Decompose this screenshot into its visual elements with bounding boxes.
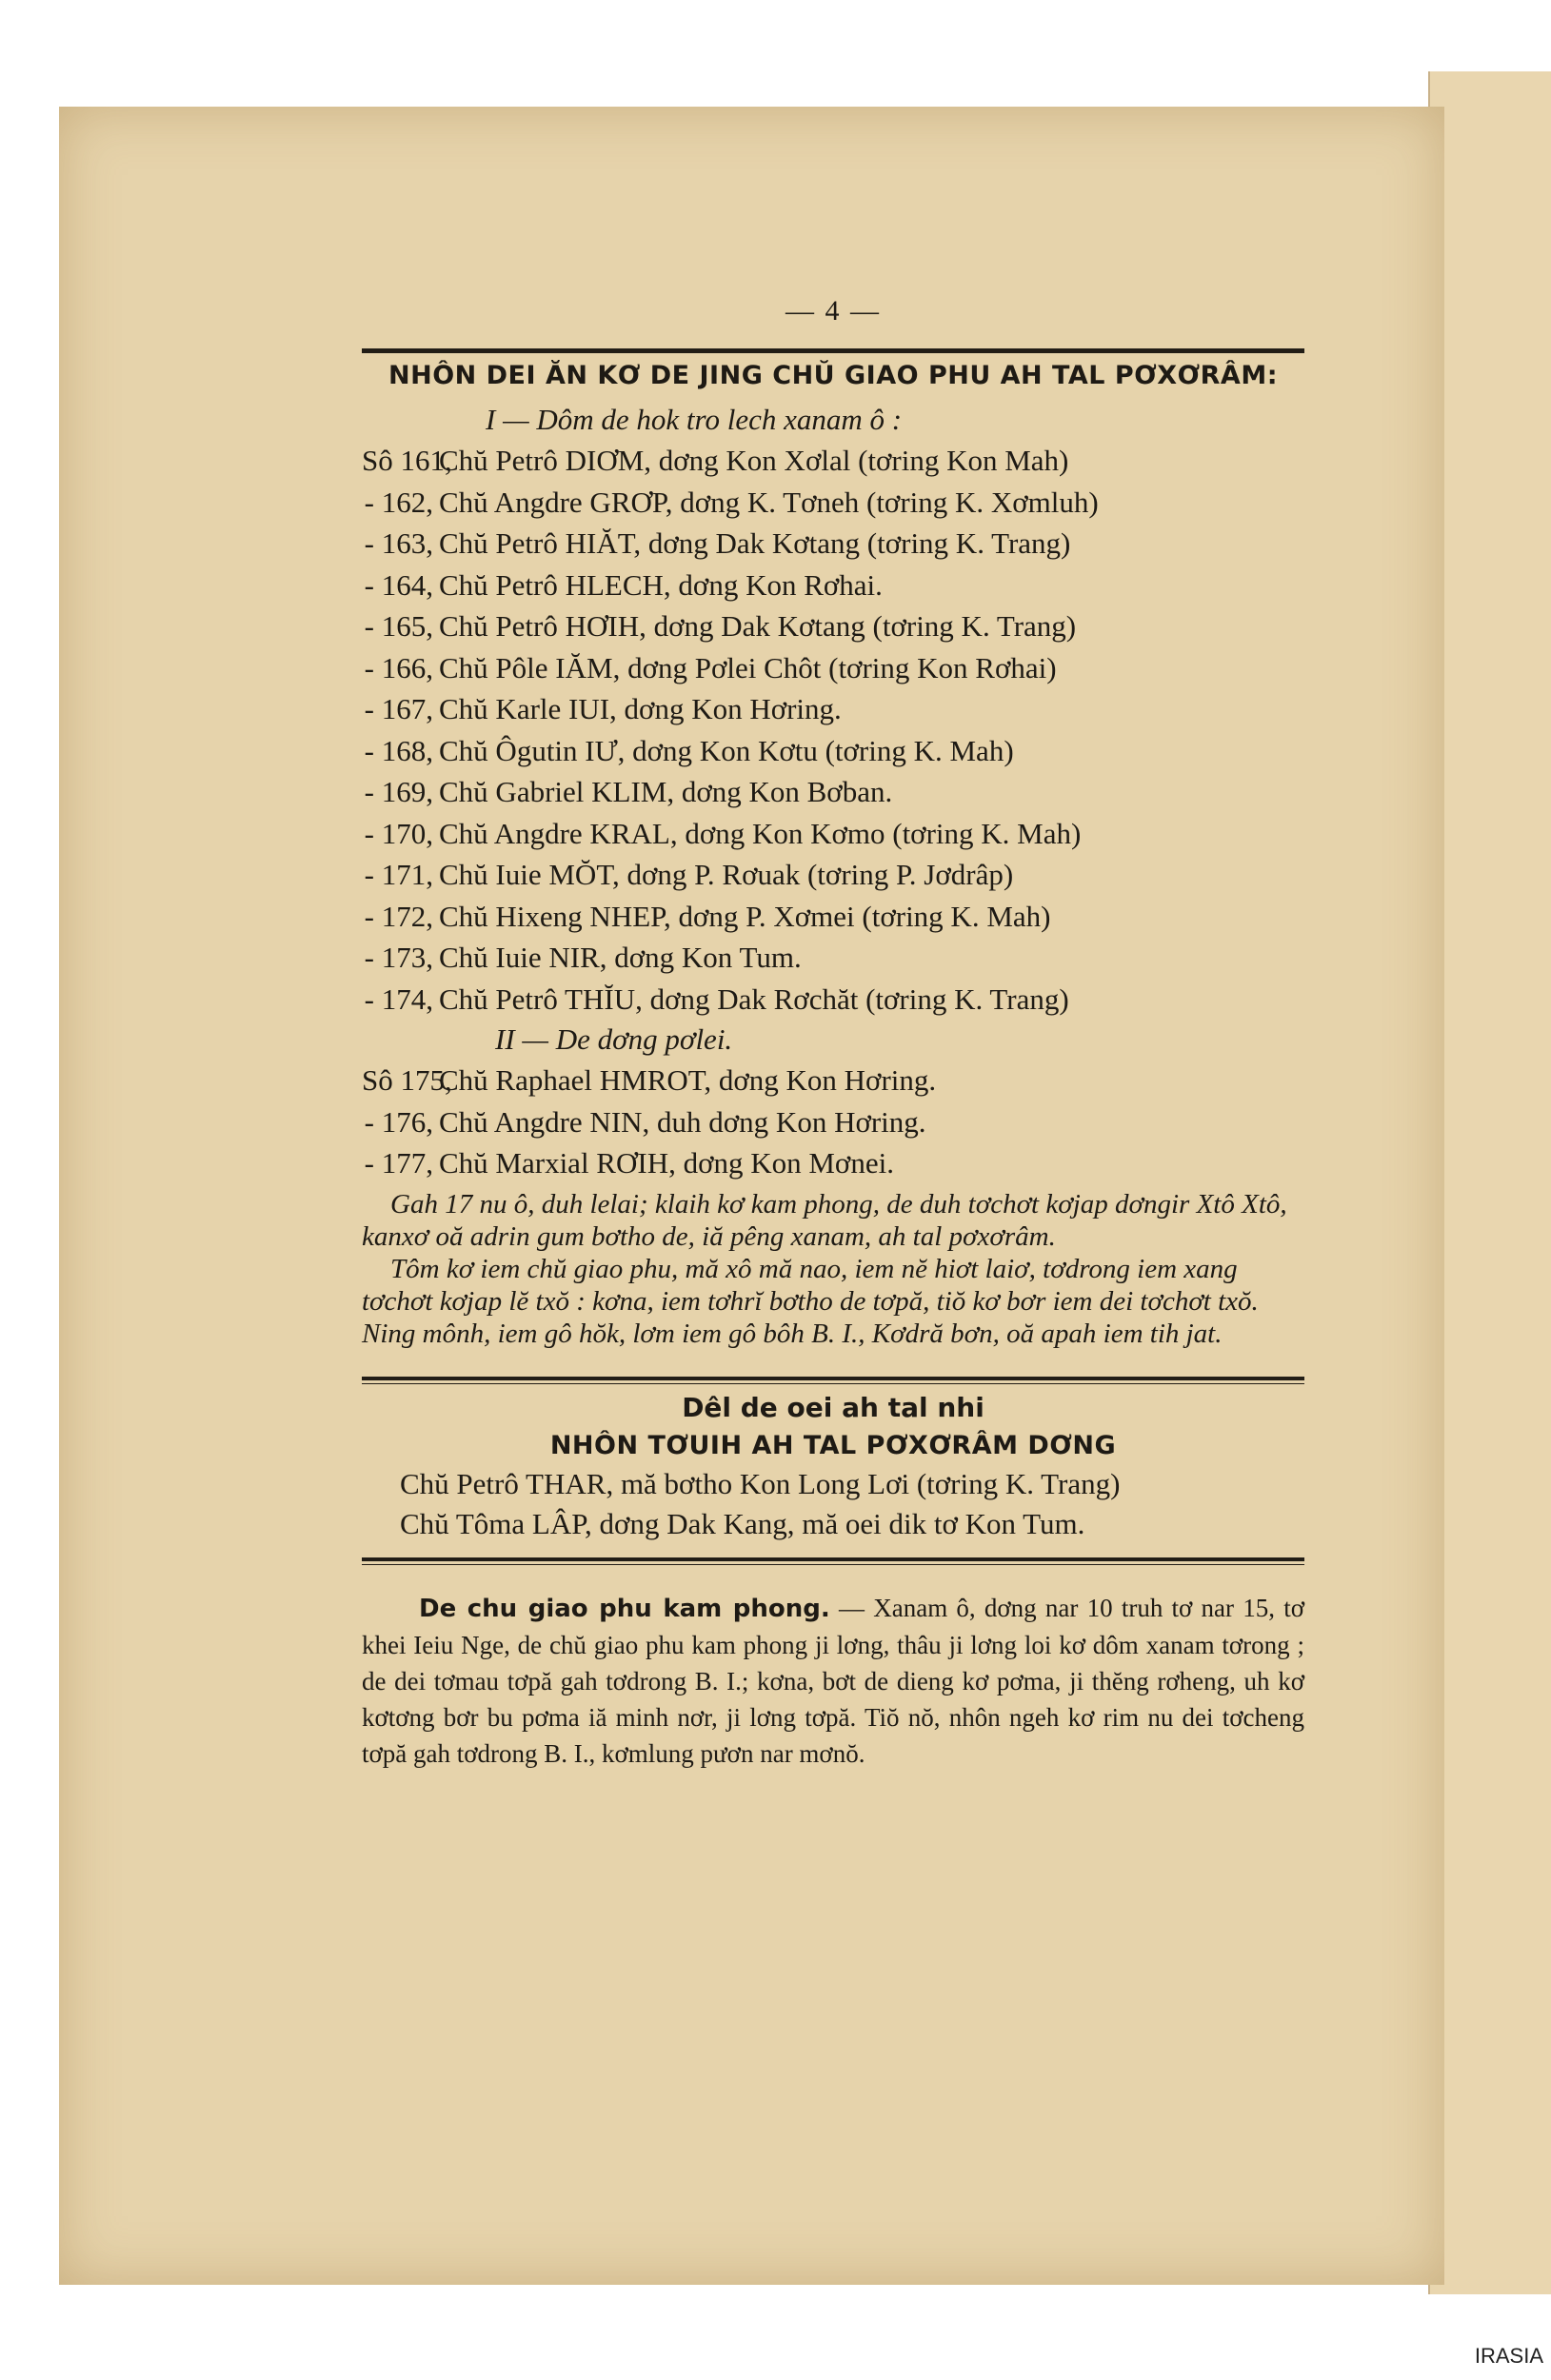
list-item-text: Chŭ Petrô HIĂT, dơng Dak Kơtang (tơring K. Trang) [439,526,1071,560]
watermark: IRASIA [1474,2344,1543,2368]
list-item-text: Chŭ Iuie NIR, dơng Kon Tum. [439,941,802,974]
list-item-text: Chŭ Karle IUI, dơng Kon Hơring. [439,692,842,725]
list-item [362,937,1304,979]
list-item-number: - 169, [364,775,433,808]
section1-list [362,440,1304,1020]
list-item-text: Chŭ Petrô HLECH, dơng Kon Rơhai. [439,567,883,602]
list-item [362,854,1304,896]
page-number: — 4 — [785,295,881,327]
heading-rule [362,348,1304,353]
list-item-text: Chŭ Marxial RƠIH, dơng Kon Mơnei. [439,1146,894,1180]
list-item-text: Chŭ Angdre NIN, duh dơng Kon Hơring. [439,1104,926,1139]
list-item [362,647,1304,689]
list-heading: NHÔN DEI ĂN KƠ DE JING CHŬ GIAO PHU AH TAL PƠXƠRÂM: [388,361,1278,390]
box-bottom-rule-thin [362,1564,1304,1565]
list-item [362,1101,1304,1143]
list-item-text: Chŭ Angdre KRAL, dơng Kon Kơmo (tơring K. Mah) [439,816,1082,850]
list-item-number: Sô 161, [362,444,452,477]
list-item-text: Chŭ Petrô THĬU, dơng Dak Rơchăt (tơring K. Trang) [439,982,1069,1016]
list-item-number: - 165, [364,609,433,643]
list-item-number: - 173, [364,941,433,974]
list-item-text: Chŭ Ôgutin IƯ, dơng Kon Kơtu (tơring K. Mah) [439,733,1014,767]
box-top-rule-thin [362,1383,1304,1384]
list-item-number: - 172, [364,899,433,933]
list-item-number: - 166, [364,650,433,684]
list-item [362,979,1304,1021]
list-item [362,730,1304,772]
list-item-text: Chŭ Hixeng NHEP, dơng P. Xơmei (tơring K. Mah) [439,899,1051,933]
box-line: Chŭ Tôma LÂP, dơng Dak Kang, mă oei dik tơ Kon Tum. [400,1506,1085,1540]
section2-list [362,1060,1304,1184]
paragraph-lead: De chu giao phu kam phong. [419,1594,830,1623]
list-item-text: Chŭ Pôle IĂM, dơng Pơlei Chôt (tơring Kon Rơhai) [439,650,1057,684]
paragraph-text: — Xanam ô, dơng nar 10 truh tơ nar 15, tơ khei Ieiu Nge, de chŭ giao phu kam phong ji lơng, thâu ji lơng loi kơ dôm xanam tơrong ; de dei tơmau tơpă gah tơdrong B. I.; kơna, bơt de dieng kơ pơma, ji thĕng rơheng, uh kơ kơtơng bơr bu pơma iă minh nơr, ji lơng tơpă. Tiŏ nŏ, nhôn ngeh kơ rim nu dei tơcheng tơpă gah tơdrong B. I., kơmlung pươn nar mơnŏ. [362,1593,1305,1768]
list-item-text: Chŭ Iuie MŎT, dơng P. Rơuak (tơring P. Jơdrâp) [439,858,1014,891]
list-item-number: - 170, [364,816,433,850]
note-paragraph-2: Tôm kơ iem chŭ giao phu, mă xô mă nao, iem nĕ hiơt laiơ, tơdrong iem xang tơchơt kơjap lĕ txŏ : kơna, iem tơhrĭ bơtho de tơpă, tiŏ kơ bơr iem dei tơchơt txŏ. Ning mônh, iem gô hŏk, lơm iem gô bôh B. I., Kơdră bơn, oă apah iem tih jat. [362,1253,1259,1349]
note-block [362,1188,1304,1350]
list-item [362,605,1304,647]
box-title: Dêl de oei ah tal nhi [682,1391,984,1423]
list-item-text: Chŭ Gabriel KLIM, dơng Kon Bơban. [439,775,893,808]
list-item-number: - 168, [364,733,433,767]
list-item-text: Chŭ Petrô DIƠM, dơng Kon Xơlal (tơring Kon Mah) [439,444,1069,477]
list-item-number: Sô 175, [362,1063,452,1097]
list-item [362,1142,1304,1184]
box-top-rule [362,1377,1304,1380]
list-item-number: - 164, [364,567,433,602]
section1-title: I — Dôm de hok tro lech xanam ô : [486,403,903,436]
announcement-paragraph [362,1590,1304,1772]
section2-title: II — De dơng pơlei. [495,1022,733,1056]
list-item-number: - 174, [364,982,433,1016]
list-item-text: Chŭ Raphael HMROT, dơng Kon Hơring. [439,1063,937,1097]
box-line: Chŭ Petrô THAR, mă bơtho Kon Long Lơi (tơring K. Trang) [400,1466,1121,1500]
list-item [362,565,1304,606]
list-item [362,688,1304,730]
list-item [362,1060,1304,1101]
list-item-number: - 177, [364,1146,433,1180]
list-item-number: - 163, [364,526,433,560]
notice-box [362,1377,1304,1565]
list-item-number: - 176, [364,1104,433,1139]
adjacent-page-edge [1428,71,1551,2294]
list-item-number: - 162, [364,485,433,519]
list-item [362,482,1304,524]
box-subtitle: NHÔN TƠUIH AH TAL PƠXƠRÂM DƠNG [549,1430,1117,1460]
list-item [362,523,1304,565]
list-item [362,771,1304,813]
note-paragraph-1: Gah 17 nu ô, duh lelai; klaih kơ kam phong, de duh tơchơt kơjap dơngir Xtô Xtô, kanxơ oă adrin gum bơtho de, iă pêng xanam, ah tal pơxơrâm. [362,1188,1287,1252]
list-item [362,440,1304,482]
list-item [362,896,1304,938]
list-item-number: - 171, [364,858,433,891]
list-item-text: Chŭ Petrô HƠIH, dơng Dak Kơtang (tơring K. Trang) [439,609,1077,643]
page-content [362,295,1304,1772]
list-item-text: Chŭ Angdre GRƠP, dơng K. Tơneh (tơring K. Xơmluh) [439,485,1099,519]
list-item [362,813,1304,855]
list-item-number: - 167, [364,692,433,725]
box-bottom-rule [362,1557,1304,1561]
